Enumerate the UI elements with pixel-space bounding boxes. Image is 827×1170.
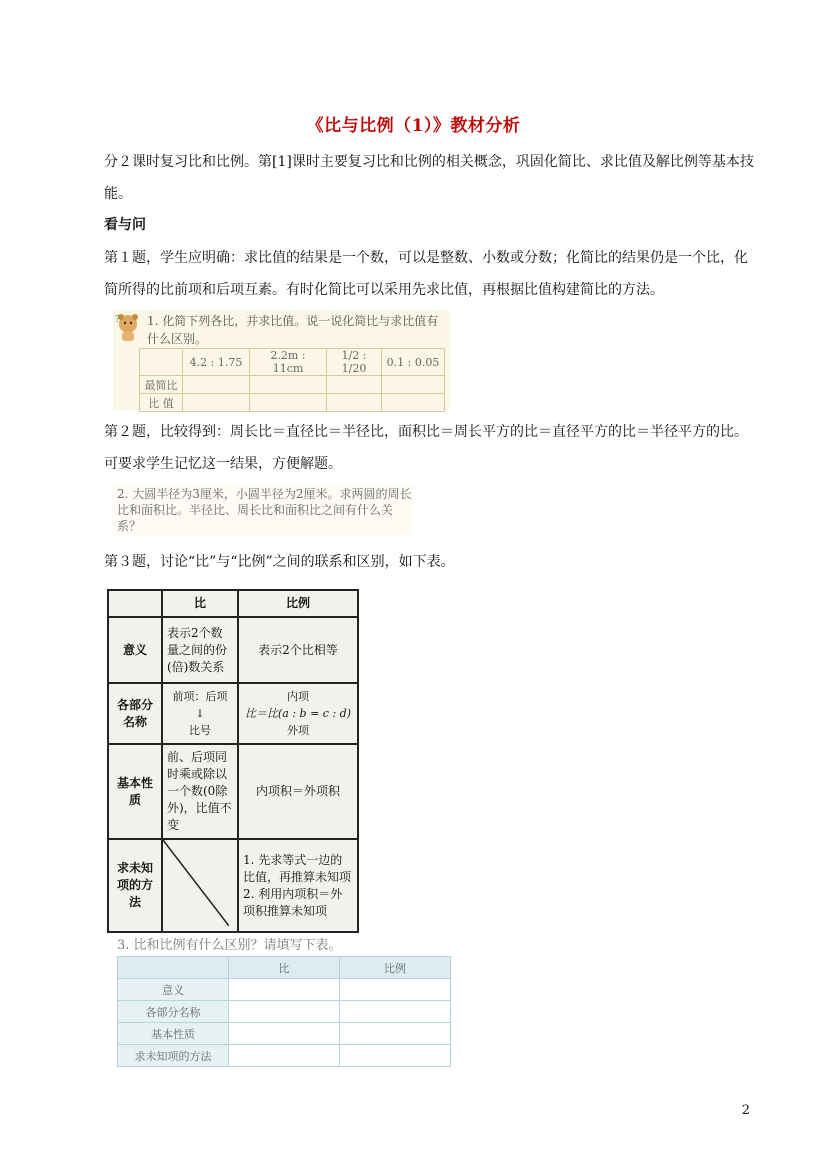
- row-label: 比 值: [140, 394, 183, 412]
- ratio-parts-bottom: 比号: [189, 724, 211, 737]
- exercise-2-image: [113, 484, 413, 536]
- proportion-inner-label: 内项: [287, 690, 309, 703]
- method-step-1: 1. 先求等式一边的比值，再推算未知项: [243, 852, 352, 884]
- proportion-property: 内项积＝外项积: [238, 744, 358, 839]
- column-header: 2.2m : 11cm: [250, 349, 327, 376]
- exercise-1-image: [113, 310, 450, 410]
- bear-mascot-icon: [115, 312, 141, 342]
- row-label: 求未知项的方法: [118, 1045, 229, 1067]
- exercise-3-question: 3. 比和比例有什么区别？请填写下表。: [117, 938, 342, 953]
- column-header: 比例: [340, 957, 451, 979]
- exercise-1-question: 1. 化简下列各比，并求比值。说一说化简比与求比值有什么区别。: [147, 314, 439, 346]
- row-label: 意义: [118, 979, 229, 1001]
- table-corner: [108, 590, 162, 617]
- ratio-meaning: 表示2个数量之间的份(倍)数关系: [162, 617, 238, 683]
- diagonal-slash: [163, 840, 229, 926]
- row-label: 各部分名称: [118, 1001, 229, 1023]
- paragraph-exercise-3: 第３题，讨论“比”与“比例”之间的联系和区别，如下表。: [104, 554, 455, 570]
- page-number: 2: [741, 1103, 750, 1118]
- header-proportion: 比例: [238, 590, 358, 617]
- ratio-property: 前、后项同时乘或除以一个数(0除外)，比值不变: [162, 744, 238, 839]
- paragraph-exercise-1: 第１题，学生应明确：求比值的结果是一个数，可以是整数、小数或分数；化简比的结果仍是一个比，化简所得的比前项和后项互素。有时化简比可以采用先求比值，再根据比值构建简比的方法。: [104, 250, 748, 298]
- row-label-meaning: 意义: [108, 617, 162, 683]
- proportion-formula: 比＝比(a : b = c : d): [245, 707, 351, 720]
- column-header: 比: [229, 957, 340, 979]
- proportion-outer-label: 外项: [287, 724, 309, 737]
- row-label-method: 求未知项的方法: [108, 839, 162, 932]
- exercise-3-table: [117, 956, 451, 1067]
- proportion-parts: [238, 683, 358, 744]
- method-step-2: 2. 利用内项积＝外项积推算未知项: [243, 886, 343, 918]
- arrow-down-icon: ↓: [195, 707, 205, 720]
- ratio-parts-top: 前项：后项: [172, 690, 228, 703]
- proportion-method: [238, 839, 358, 932]
- document-title: 《比与比例（1）》教材分析: [306, 116, 521, 136]
- column-header: 4.2 : 1.75: [183, 349, 250, 376]
- paragraph-exercise-2: 第２题，比较得到：周长比＝直径比＝半径比，面积比＝周长平方的比＝直径平方的比＝半径平方的比。可要求学生记忆这一结果，方便解题。: [104, 424, 748, 472]
- row-label: 最简比: [140, 376, 183, 394]
- column-header: 0.1 : 0.05: [382, 349, 445, 376]
- exercise-3-image: [113, 930, 451, 1064]
- row-label-parts: 各部分名称: [108, 683, 162, 744]
- section-heading: 看与问: [104, 217, 146, 233]
- ratio-parts: [162, 683, 238, 744]
- row-label-property: 基本性质: [108, 744, 162, 839]
- intro-paragraph: 分２课时复习比和比例。第[1]课时主要复习比和比例的相关概念，巩固化简比、求比值及解比例等基本技能。: [104, 154, 754, 202]
- header-ratio: 比: [162, 590, 238, 617]
- comparison-table: [107, 589, 359, 933]
- ratio-method-blank: [162, 839, 238, 932]
- table-corner: [140, 349, 183, 376]
- column-header: 1/2 : 1/20: [327, 349, 382, 376]
- table-corner: [118, 957, 229, 979]
- proportion-meaning: 表示2个比相等: [238, 617, 358, 683]
- exercise-2-question: 2. 大圆半径为3厘米，小圆半径为2厘米。求两圆的周长比和面积比。半径比、周长比和面积比之间有什么关系？: [117, 487, 412, 533]
- svg-text:?: ?: [115, 315, 120, 325]
- row-label: 基本性质: [118, 1023, 229, 1045]
- exercise-1-table: [139, 348, 445, 412]
